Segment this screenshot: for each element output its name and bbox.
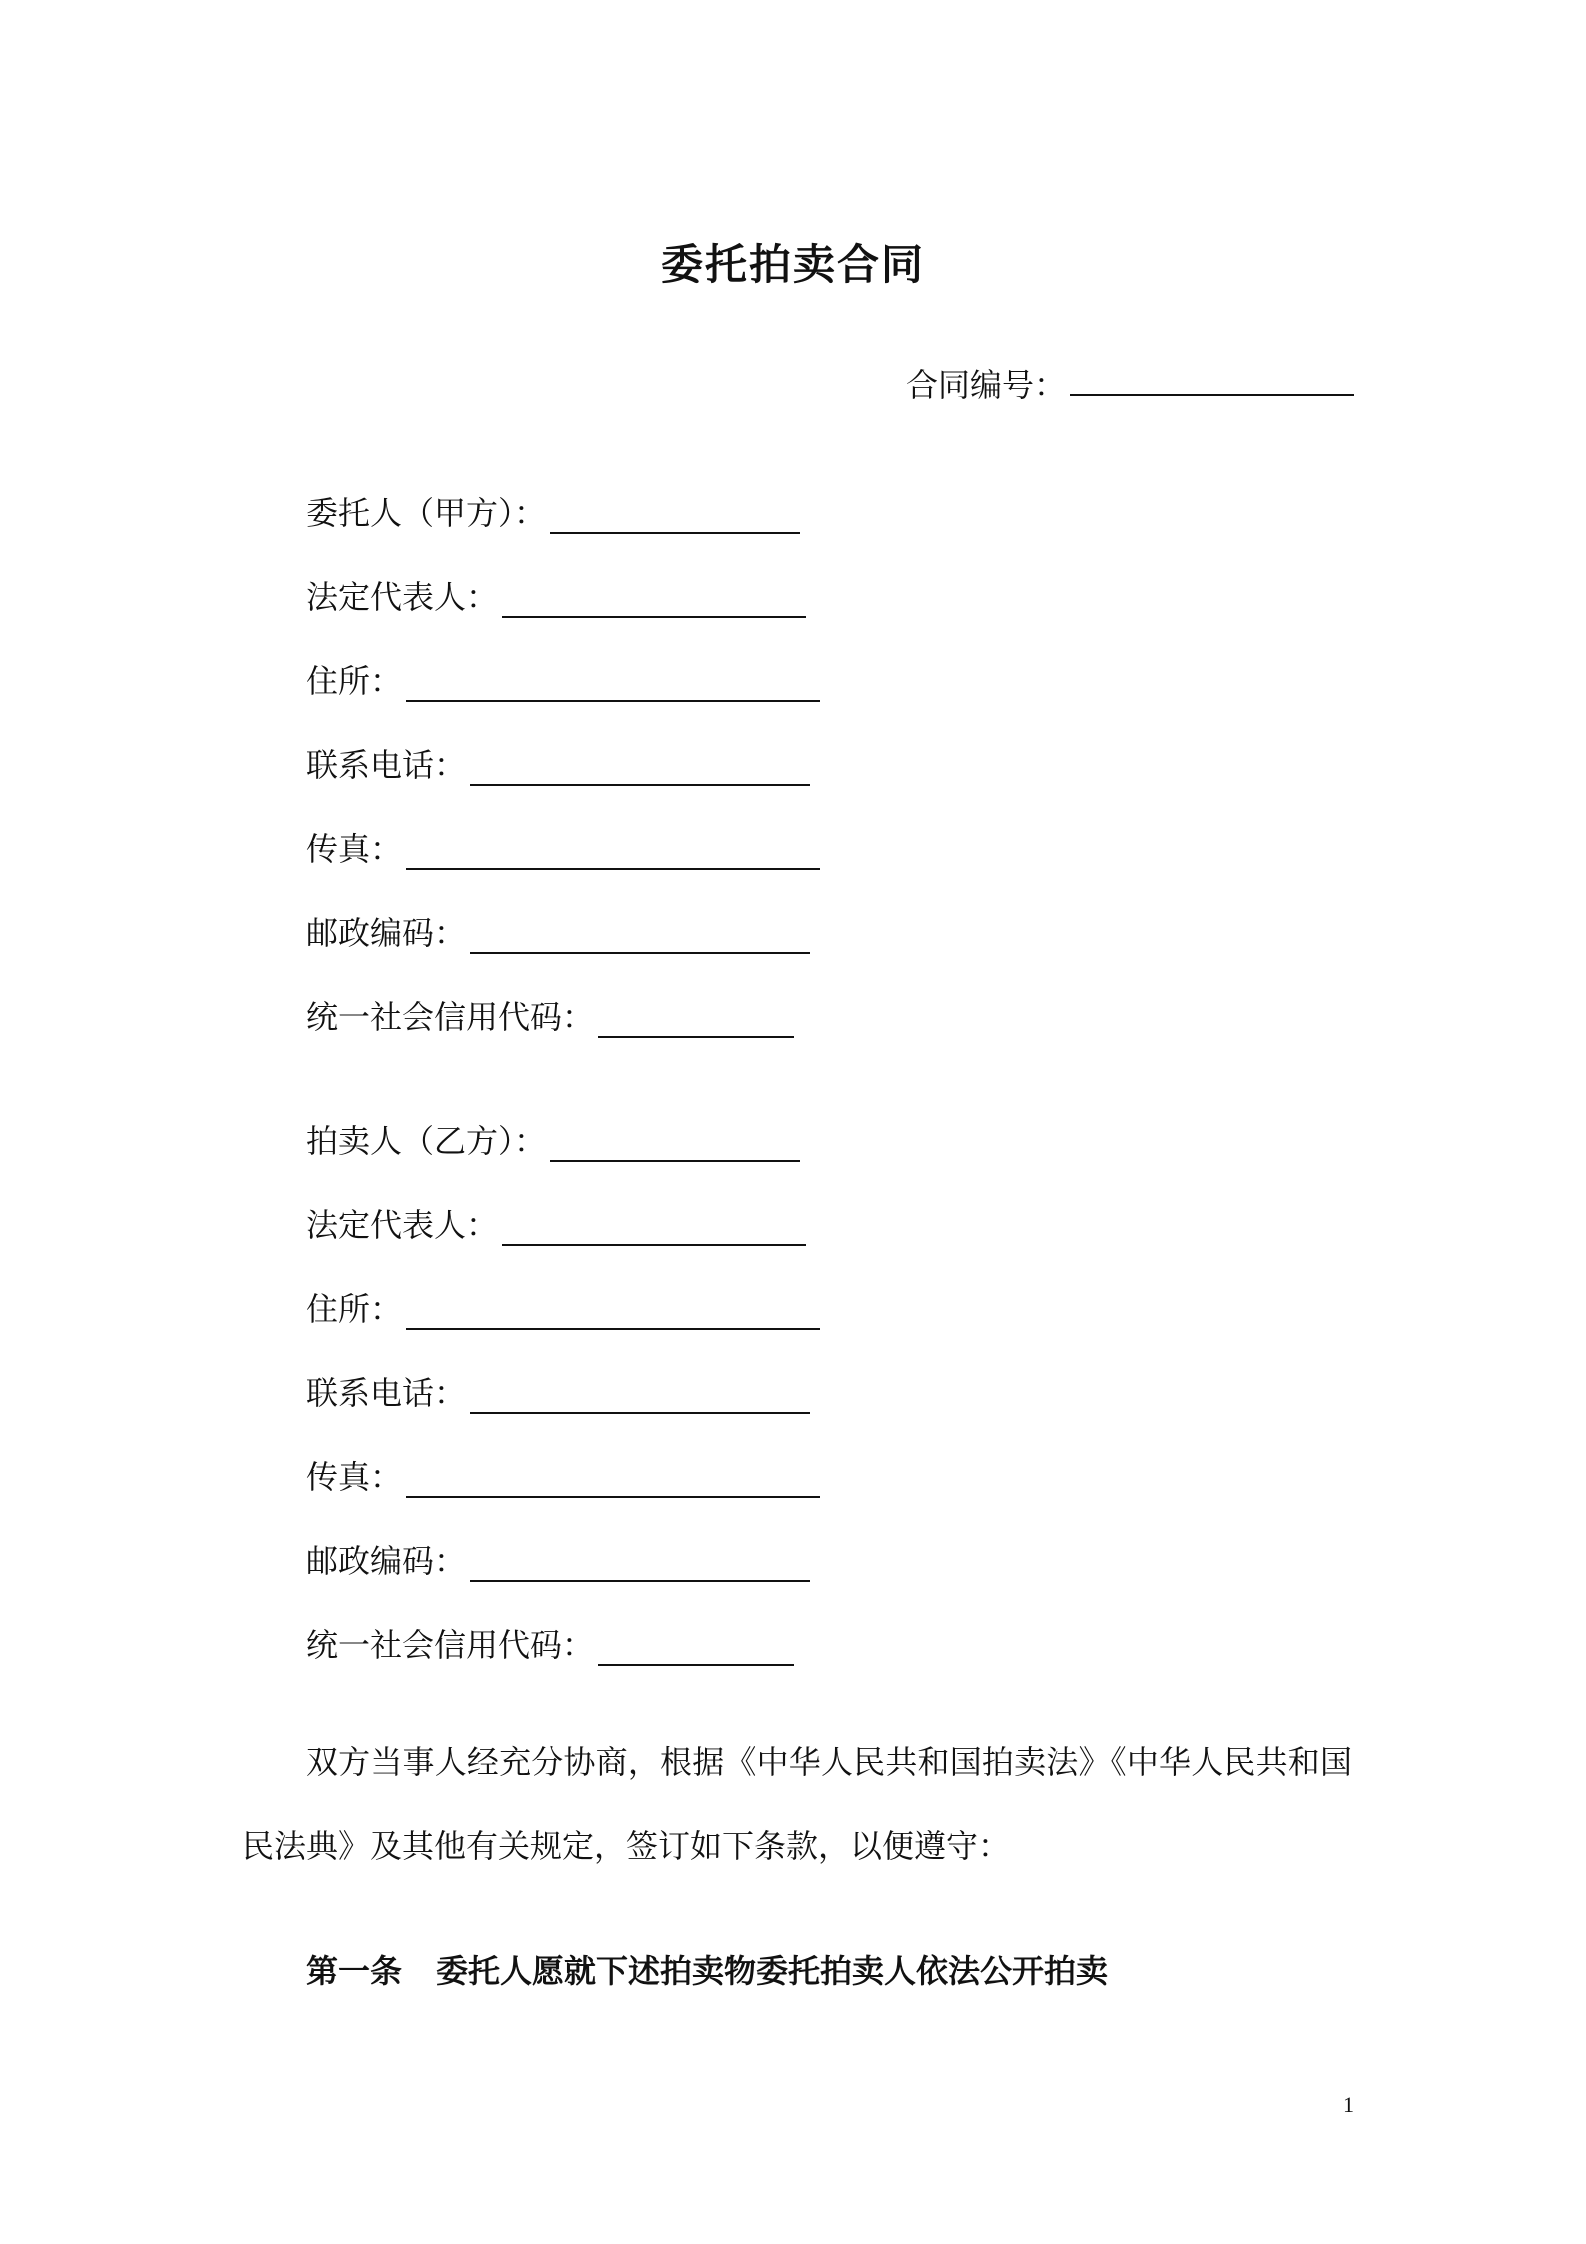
party-a-address-blank bbox=[406, 676, 820, 702]
party-b-fax-blank bbox=[406, 1472, 820, 1498]
party-b-postcode-blank bbox=[470, 1556, 810, 1582]
party-b-postcode-label: 邮政编码： bbox=[306, 1542, 467, 1580]
party-b-phone-blank bbox=[470, 1388, 810, 1414]
party-a-postcode-blank bbox=[470, 928, 810, 954]
party-b-phone-field bbox=[306, 1368, 810, 1414]
party-b-postcode-field bbox=[306, 1536, 810, 1582]
party-a-principal-label: 委托人（甲方）： bbox=[306, 494, 547, 532]
party-a-address-field bbox=[306, 656, 820, 702]
contract-number-field bbox=[906, 360, 1354, 406]
party-b-fax-field bbox=[306, 1452, 820, 1498]
document-title: 委托拍卖合同 bbox=[660, 240, 925, 289]
party-b-legal-rep-blank bbox=[502, 1220, 806, 1246]
party-a-principal-field bbox=[306, 488, 800, 534]
page-number: 1 bbox=[1343, 2092, 1354, 2117]
party-b-address-field bbox=[306, 1284, 820, 1330]
article-1-text: 委托人愿就下述拍卖物委托拍卖人依法公开拍卖 bbox=[436, 1952, 1109, 1990]
party-a-legal-rep-label: 法定代表人： bbox=[306, 578, 499, 616]
party-b-credit-code-blank bbox=[598, 1640, 794, 1666]
party-a-fax-label: 传真： bbox=[306, 830, 403, 868]
party-a-principal-blank bbox=[550, 508, 800, 534]
party-b-credit-code-field bbox=[306, 1620, 794, 1666]
party-a-legal-rep-blank bbox=[502, 592, 806, 618]
party-a-address-label: 住所： bbox=[306, 662, 403, 700]
article-1-heading bbox=[306, 1946, 1108, 1992]
party-b-auctioneer-label: 拍卖人（乙方）： bbox=[306, 1122, 547, 1160]
party-a-credit-code-field bbox=[306, 992, 794, 1038]
party-b-phone-label: 联系电话： bbox=[306, 1374, 467, 1412]
party-b-auctioneer-field bbox=[306, 1116, 800, 1162]
party-a-legal-rep-field bbox=[306, 572, 806, 618]
contract-number-blank bbox=[1070, 370, 1354, 396]
party-a-fax-blank bbox=[406, 844, 820, 870]
article-1-number: 第一条 bbox=[306, 1952, 403, 1990]
party-b-auctioneer-blank bbox=[550, 1136, 800, 1162]
party-a-phone-label: 联系电话： bbox=[306, 746, 467, 784]
party-a-fax-field bbox=[306, 824, 820, 870]
party-b-legal-rep-field bbox=[306, 1200, 806, 1246]
party-b-fax-label: 传真： bbox=[306, 1458, 403, 1496]
party-b-address-label: 住所： bbox=[306, 1290, 403, 1328]
party-a-phone-field bbox=[306, 740, 810, 786]
party-a-postcode-field bbox=[306, 908, 810, 954]
party-a-phone-blank bbox=[470, 760, 810, 786]
party-a-postcode-label: 邮政编码： bbox=[306, 914, 467, 952]
party-b-legal-rep-label: 法定代表人： bbox=[306, 1206, 499, 1244]
preamble-paragraph: 双方当事人经充分协商，根据《中华人民共和国拍卖法》《中华人民共和国民法典》及其他有关规定，签订如下条款，以便遵守： bbox=[242, 1743, 1352, 1865]
party-b-credit-code-label: 统一社会信用代码： bbox=[306, 1626, 595, 1664]
party-a-credit-code-blank bbox=[598, 1012, 794, 1038]
party-b-address-blank bbox=[406, 1304, 820, 1330]
contract-number-label: 合同编号： bbox=[905, 366, 1066, 404]
party-a-credit-code-label: 统一社会信用代码： bbox=[306, 998, 595, 1036]
